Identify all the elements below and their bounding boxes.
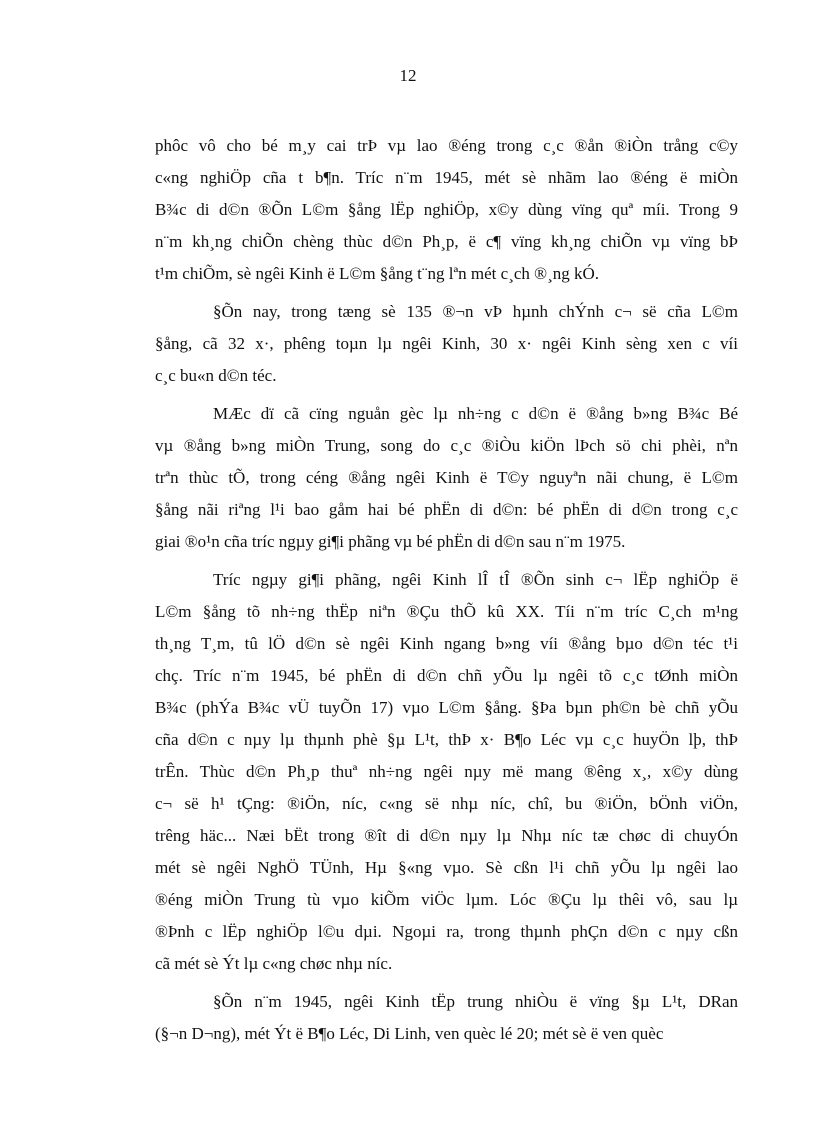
paragraph xyxy=(155,986,738,1050)
text-line: vµ ®ång b»ng miÒn Trung, song do c¸c ®iÒu kiÖn lÞch sö chi phèi, nªn xyxy=(155,436,738,455)
text-line: chç. Tríc n¨m 1945, bé phËn di d©n chñ yÕu lµ ngêi tõ c¸c tØnh miÒn xyxy=(155,666,738,685)
text-line: mét sè ngêi NghÖ TÜnh, Hµ §«ng vµo. Sè cßn l¹i chñ yÕu lµ ngêi lao xyxy=(155,858,738,877)
text-line: (§¬n D¬ng), mét Ýt ë B¶o Léc, Di Linh, ven quèc lé 20; mét sè ë ven quèc xyxy=(155,1024,664,1043)
text-line: §Õn n¨m 1945, ngêi Kinh tËp trung nhiÒu ë vïng §µ L¹t, DRan xyxy=(213,992,738,1011)
text-line: th¸ng T¸m, tû lÖ d©n sè ngêi Kinh ngang b»ng víi ®ång bµo d©n téc t¹i xyxy=(155,634,738,653)
paragraph xyxy=(155,398,738,558)
text-line: MÆc dï cã cïng nguån gèc lµ nh÷ng c d©n ë ®ång b»ng B¾c Bé xyxy=(213,404,738,423)
text-line: trêng häc... Næi bËt trong ®ît di d©n nµy lµ Nhµ níc tæ chøc di chuyÓn xyxy=(155,826,738,845)
text-line: B¾c di d©n ®Õn L©m §ång lËp nghiÖp, x©y dùng vïng quª míi. Trong 9 xyxy=(155,200,738,219)
text-line: ®Þnh c lËp nghiÖp l©u dµi. Ngoµi ra, trong thµnh phÇn d©n c nµy cßn xyxy=(155,922,738,941)
text-line: cña d©n c nµy lµ thµnh phè §µ L¹t, thÞ x· B¶o Léc vµ c¸c huyÖn lþ, thÞ xyxy=(155,730,738,749)
text-line: c«ng nghiÖp cña t b¶n. Tríc n¨m 1945, mét sè nhãm lao ®éng ë miÒn xyxy=(155,168,738,187)
text-line: c¬ së h¹ tÇng: ®iÖn, níc, c«ng së nhµ níc, chî, bu ®iÖn, bÖnh viÖn, xyxy=(155,794,738,813)
text-line: cã mét sè Ýt lµ c«ng chøc nhµ níc. xyxy=(155,954,393,973)
text-line: §Õn nay, trong tæng sè 135 ®¬n vÞ hµnh chÝnh c¬ së cña L©m xyxy=(213,302,738,321)
page-number: 12 xyxy=(399,66,417,85)
body-text xyxy=(155,130,738,1050)
text-line: §ång nãi riªng l¹i bao gåm hai bé phËn di d©n: bé phËn di d©n trong c¸c xyxy=(155,500,738,519)
text-line: t¹m chiÕm, sè ngêi Kinh ë L©m §ång t¨ng lªn mét c¸ch ®¸ng kÓ. xyxy=(155,264,600,283)
text-line: L©m §ång tõ nh÷ng thËp niªn ®Çu thÕ kû XX. Tíi n¨m tríc C¸ch m¹ng xyxy=(155,602,738,621)
text-line: c¸c bu«n d©n téc. xyxy=(155,366,277,385)
text-line: giai ®o¹n cña tríc ngµy gi¶i phãng vµ bé phËn di d©n sau n¨m 1975. xyxy=(155,532,626,551)
text-line: Tríc ngµy gi¶i phãng, ngêi Kinh lÎ tÎ ®Õn sinh c¬ lËp nghiÖp ë xyxy=(213,570,738,589)
paragraph xyxy=(155,564,738,980)
text-line: B¾c (phÝa B¾c vÜ tuyÕn 17) vµo L©m §ång. §Þa bµn ph©n bè chñ yÕu xyxy=(155,698,738,717)
text-line: n¨m kh¸ng chiÕn chèng thùc d©n Ph¸p, ë c¶ vïng kh¸ng chiÕn vµ vïng bÞ xyxy=(155,232,738,251)
text-line: ®éng miÒn Trung tù vµo kiÕm viÖc lµm. Lóc ®Çu lµ thêi vô, sau lµ xyxy=(155,890,738,909)
text-line: trÊn. Thùc d©n Ph¸p thuª nh÷ng ngêi nµy më mang ®êng x¸, x©y dùng xyxy=(155,762,738,781)
text-line: trªn thùc tÕ, trong céng ®ång ngêi Kinh ë T©y nguyªn nãi chung, ë L©m xyxy=(155,468,738,487)
text-line: phôc vô cho bé m¸y cai trÞ vµ lao ®éng trong c¸c ®ån ®iÒn trång c©y xyxy=(155,136,738,155)
paragraph xyxy=(155,130,738,290)
paragraph xyxy=(155,296,738,392)
text-line: §ång, cã 32 x·, phêng toµn lµ ngêi Kinh, 30 x· ngêi Kinh sèng xen c víi xyxy=(155,334,738,353)
